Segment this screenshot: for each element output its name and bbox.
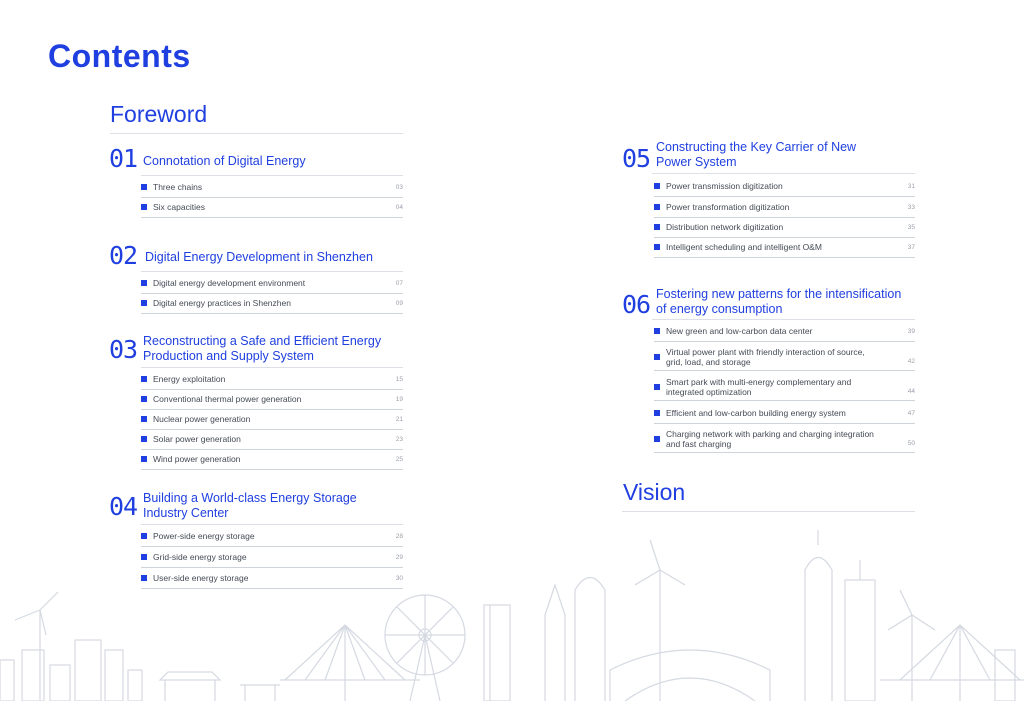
toc-item[interactable]: [654, 238, 915, 258]
toc-item-page: 07: [395, 280, 403, 287]
toc-item[interactable]: [141, 178, 403, 198]
toc-item[interactable]: [654, 218, 915, 238]
toc-item-label: Efficient and low-carbon building energy system: [666, 408, 846, 418]
section-title-line: of energy consumption: [656, 302, 783, 316]
toc-item-page: 30: [395, 575, 403, 582]
bullet-icon: [141, 456, 147, 462]
toc-item[interactable]: [654, 425, 915, 453]
bullet-icon: [654, 328, 660, 334]
toc-item-label: User-side energy storage: [153, 573, 249, 583]
toc-item-label: [666, 429, 874, 449]
toc-item-label: Energy exploitation: [153, 374, 226, 384]
toc-item-page: 35: [907, 224, 915, 231]
section-title[interactable]: [143, 491, 357, 521]
section-number: 05: [622, 144, 651, 173]
toc-item-label-line: and fast charging: [666, 439, 732, 449]
bullet-icon: [141, 184, 147, 190]
section-number: 06: [622, 290, 651, 319]
bullet-icon: [141, 436, 147, 442]
section-rule: [652, 319, 915, 320]
toc-item-page: 25: [395, 456, 403, 463]
toc-item-page: 37: [907, 244, 915, 251]
toc-item-page: 39: [907, 328, 915, 335]
vision-heading[interactable]: Vision: [623, 479, 686, 505]
toc-item-label: Power transformation digitization: [666, 202, 790, 212]
toc-item[interactable]: [141, 430, 403, 450]
foreword-rule: [110, 133, 403, 134]
section-title-line: Power System: [656, 155, 737, 169]
bullet-icon: [654, 354, 660, 360]
section-title-line: Constructing the Key Carrier of New: [656, 140, 857, 154]
section-rule: [141, 367, 403, 368]
toc-item-page: 03: [395, 184, 403, 191]
bullet-icon: [141, 376, 147, 382]
section-title[interactable]: Connotation of Digital Energy: [143, 154, 306, 168]
toc-item-label: Digital energy practices in Shenzhen: [153, 298, 291, 308]
section-title[interactable]: [143, 334, 381, 364]
toc-item-page: 23: [395, 436, 403, 443]
section-title-line: Production and Supply System: [143, 349, 314, 363]
toc-item-page: 47: [907, 410, 915, 417]
bullet-icon: [141, 396, 147, 402]
toc-item[interactable]: [141, 370, 403, 390]
toc-item[interactable]: [141, 390, 403, 410]
bullet-icon: [141, 280, 147, 286]
toc-item[interactable]: [141, 410, 403, 430]
toc-item-label: Grid-side energy storage: [153, 552, 247, 562]
toc-item-label-line: Charging network with parking and charging integration: [666, 429, 874, 439]
toc-item-label: Intelligent scheduling and intelligent O&M: [666, 242, 822, 252]
toc-item-label: Nuclear power generation: [153, 414, 251, 424]
section-rule: [141, 524, 403, 525]
section-title[interactable]: [656, 287, 901, 317]
toc-item-page: 44: [907, 388, 915, 395]
toc-item-label-line: grid, load, and storage: [666, 357, 751, 367]
toc-item-page: 09: [395, 300, 403, 307]
toc-item-label: Conventional thermal power generation: [153, 394, 302, 404]
toc-item[interactable]: [141, 198, 403, 218]
section-title[interactable]: Digital Energy Development in Shenzhen: [145, 250, 373, 264]
section-title-line: Fostering new patterns for the intensification: [656, 287, 902, 301]
toc-item-label-line: Virtual power plant with friendly interaction of source,: [666, 347, 865, 357]
toc-item-page: 15: [395, 376, 403, 383]
section-number: 02: [109, 241, 138, 270]
toc-item-page: 33: [907, 204, 915, 211]
toc-item-page: 29: [395, 554, 403, 561]
toc-item-label: Three chains: [153, 182, 203, 192]
toc-item-label: [666, 377, 851, 397]
vision-rule: [622, 511, 915, 512]
toc-item-label: Power-side energy storage: [153, 531, 255, 541]
bullet-icon: [654, 224, 660, 230]
section-number: 03: [109, 335, 138, 364]
section-title-line: Reconstructing a Safe and Efficient Energy: [143, 334, 382, 348]
toc-item-page: 50: [907, 440, 915, 447]
toc-item-label: Six capacities: [153, 202, 205, 212]
toc-item-label: Solar power generation: [153, 434, 241, 444]
section-number: 04: [109, 492, 138, 521]
toc-item-page: 31: [907, 183, 915, 190]
toc-item-page: 42: [907, 358, 915, 365]
toc-item[interactable]: [654, 177, 915, 197]
toc-item-label: New green and low-carbon data center: [666, 326, 813, 336]
page-title: Contents: [48, 38, 191, 74]
toc-item-page: 21: [395, 416, 403, 423]
section-title[interactable]: [656, 140, 856, 170]
section-number: 01: [109, 144, 138, 173]
toc-item-page: 28: [395, 533, 403, 540]
toc-item-label: Distribution network digitization: [666, 222, 784, 232]
section-title-line: Industry Center: [143, 506, 229, 520]
section-rule: [141, 175, 403, 176]
section-rule: [141, 271, 403, 272]
toc-item[interactable]: [654, 373, 915, 401]
toc-item-label: Power transmission digitization: [666, 181, 783, 191]
section-rule: [652, 173, 915, 174]
toc-item-label: Wind power generation: [153, 454, 241, 464]
toc-item-label: Digital energy development environment: [153, 278, 306, 288]
bullet-icon: [654, 183, 660, 189]
toc-item-label: [666, 347, 865, 367]
toc-item-label-line: Smart park with multi-energy complementary and: [666, 377, 852, 387]
bullet-icon: [141, 416, 147, 422]
bullet-icon: [654, 410, 660, 416]
toc-item[interactable]: [141, 294, 403, 314]
toc-item[interactable]: [141, 274, 403, 294]
toc-item[interactable]: [654, 322, 915, 342]
toc-item[interactable]: [654, 198, 915, 218]
foreword-heading[interactable]: Foreword: [110, 101, 208, 127]
toc-item-page: 19: [395, 396, 403, 403]
toc-item[interactable]: [141, 450, 403, 470]
section-title-line: Building a World-class Energy Storage: [143, 491, 357, 505]
toc-item[interactable]: [654, 343, 915, 371]
city-skyline-illustration: [0, 530, 1024, 701]
toc-item-page: 04: [395, 204, 403, 211]
toc-item-label-line: integrated optimization: [666, 387, 752, 397]
bullet-icon: [141, 204, 147, 210]
bullet-icon: [654, 204, 660, 210]
bullet-icon: [654, 244, 660, 250]
bullet-icon: [654, 384, 660, 390]
bullet-icon: [654, 436, 660, 442]
toc-item[interactable]: [654, 404, 915, 424]
bullet-icon: [141, 300, 147, 306]
